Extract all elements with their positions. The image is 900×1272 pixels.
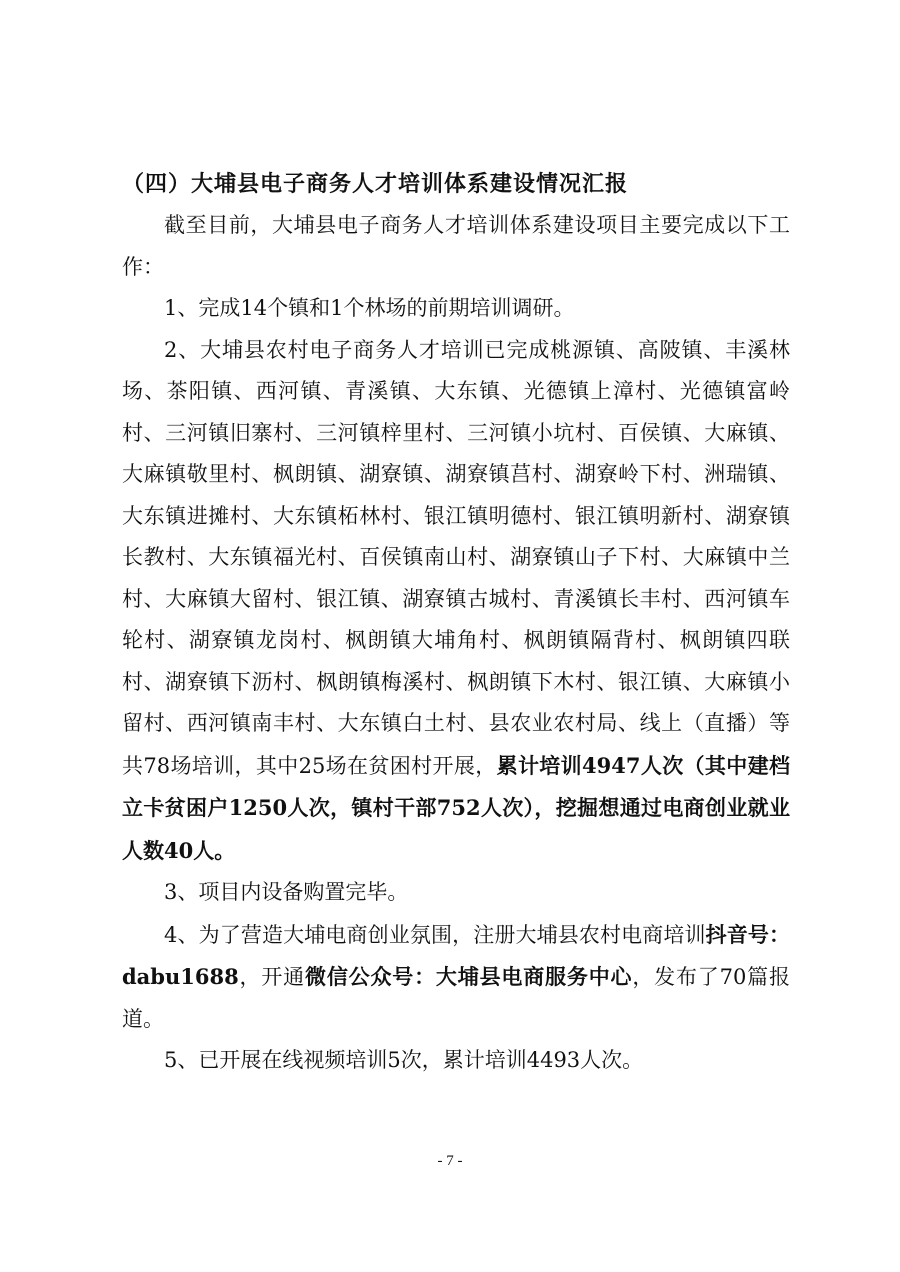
intro-paragraph: 截至目前，大埔县电子商务人才培训体系建设项目主要完成以下工作： (122, 213, 790, 279)
item-2-plain-text: 2、大埔县农村电子商务人才培训已完成桃源镇、高陂镇、丰溪林场、茶阳镇、西河镇、青溪镇、大东镇、光德镇上漳村、光德镇富岭村、三河镇旧寨村、三河镇梓里村、三河镇小坑村、百侯镇、大麻镇、大麻镇敬里村、枫朗镇、湖寮镇、湖寮镇莒村、湖寮岭下村、洲瑞镇、大东镇进摊村、大东镇柘林村、银江镇明德村、银江镇明新村、湖寮镇长教村、大东镇福光村、百侯镇南山村、湖寮镇山子下村、大麻镇中兰村、大麻镇大留村、银江镇、湖寮镇古城村、青溪镇长丰村、西河镇车轮村、湖寮镇龙岗村、枫朗镇大埔角村、枫朗镇隔背村、枫朗镇四联村、湖寮镇下沥村、枫朗镇梅溪村、枫朗镇下木村、银江镇、大麻镇小留村、西河镇南丰村、大东镇白土村、县农业农村局、线上（直播）等共78场培训，其中25场在贫困村开展， (122, 337, 790, 778)
item-1-paragraph: 1、完成14个镇和1个林场的前期培训调研。 (164, 296, 575, 320)
item-3-paragraph: 3、项目内设备购置完毕。 (164, 880, 409, 904)
item-4-text-2: ，开通 (238, 965, 305, 989)
douyin-account: 抖音号：dabu1688 (122, 921, 791, 989)
page-content (122, 165, 790, 1082)
section-heading: （四）大埔县电子商务人才培训体系建设情况汇报 (122, 172, 629, 197)
wechat-account: 微信公众号：大埔县电商服务中心 (305, 964, 633, 989)
item-5-paragraph: 5、已开展在线视频培训5次，累计培训4493人次。 (164, 1048, 644, 1072)
item-4-text-3: ，发布了70篇报道。 (122, 965, 790, 1031)
item-2-bold-text: 累计培训4947人次（其中建档立卡贫困户1250人次，镇村干部752人次），挖掘想通过电商创业就业人数40人。 (122, 752, 790, 863)
item-4-paragraph (122, 914, 790, 1041)
item-4-text-1: 4、为了营造大埔电商创业氛围，注册大埔县农村电商培训 (164, 922, 706, 947)
page-number: - 7 - (437, 1153, 463, 1169)
item-2-paragraph (122, 330, 790, 873)
